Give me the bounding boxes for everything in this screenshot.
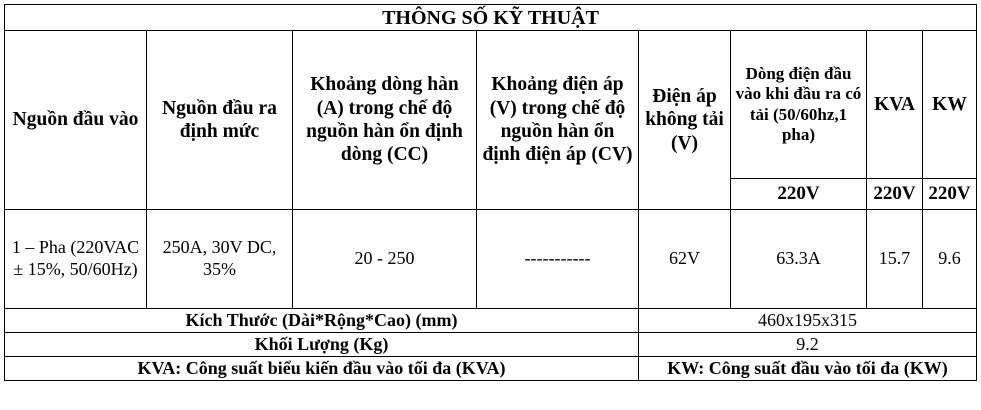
weight-label: Khối Lượng (Kg) [5, 333, 639, 357]
value-kva: 15.7 [867, 210, 923, 309]
value-cv-range: ----------- [477, 210, 639, 309]
subheader-kva-220v: 220V [867, 179, 923, 210]
value-no-load-voltage: 62V [639, 210, 731, 309]
value-input-source: 1 – Pha (220VAC ± 15%, 50/60Hz) [5, 210, 147, 309]
dimensions-value: 460x195x315 [639, 309, 977, 333]
header-input-current: Dòng điện đầu vào khi đầu ra có tải (50/60hz,1 pha) [731, 31, 867, 179]
header-cc-range: Khoảng dòng hàn (A) trong chế độ nguồn hàn ổn định dòng (CC) [293, 31, 477, 210]
header-kw: KW [923, 31, 977, 179]
value-cc-range: 20 - 250 [293, 210, 477, 309]
spec-table [4, 4, 977, 381]
kw-note: KW: Công suất đầu vào tối đa (KW) [639, 357, 977, 381]
subheader-input-current-220v: 220V [731, 179, 867, 210]
dimensions-label: Kích Thước (Dài*Rộng*Cao) (mm) [5, 309, 639, 333]
header-kva: KVA [867, 31, 923, 179]
header-rated-output: Nguồn đầu ra định mức [147, 31, 293, 210]
value-kw: 9.6 [923, 210, 977, 309]
header-no-load-voltage: Điện áp không tải (V) [639, 31, 731, 210]
header-input-source: Nguồn đầu vào [5, 31, 147, 210]
table-title: THÔNG SỐ KỸ THUẬT [5, 5, 977, 31]
value-rated-output: 250A, 30V DC, 35% [147, 210, 293, 309]
header-cv-range: Khoảng điện áp (V) trong chế độ nguồn hàn ổn định điện áp (CV) [477, 31, 639, 210]
subheader-kw-220v: 220V [923, 179, 977, 210]
kva-note: KVA: Công suất biểu kiến đầu vào tối đa (KVA) [5, 357, 639, 381]
value-input-current: 63.3A [731, 210, 867, 309]
weight-value: 9.2 [639, 333, 977, 357]
